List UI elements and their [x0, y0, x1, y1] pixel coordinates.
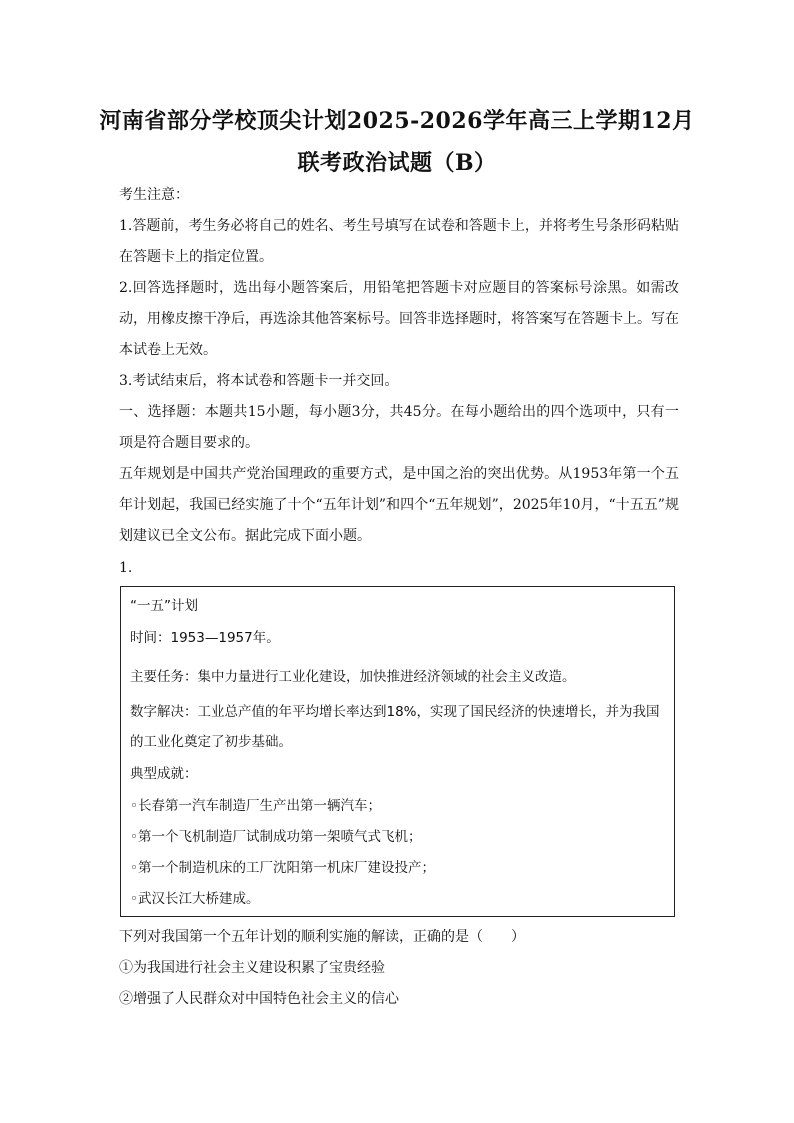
notice-item-1: 1.答题前，考生务必将自己的姓名、考生号填写在试卷和答题卡上，并将考生号条形码粘贴在答题卡上的指定位置。	[119, 218, 679, 265]
box-data: 数字解决：工业总产值的年平均增长率达到18%，实现了国民经济的快速增长，并为我国的工业化奠定了初步基础。	[130, 704, 660, 750]
box-time: 时间：1953—1957年。	[130, 630, 280, 646]
achievement-item: ◦长春第一汽车制造厂生产出第一辆汽车；	[130, 798, 381, 814]
notice-heading: 考生注意：	[119, 187, 189, 203]
exam-title-line-1: 河南省部分学校顶尖计划2025-2026学年高三上学期12月	[99, 108, 695, 134]
achievement-item: ◦第一个制造机床的工厂沈阳第一机床厂建设投产；	[130, 860, 435, 876]
material-box	[120, 586, 675, 917]
box-main-task: 主要任务：集中力量进行工业化建设，加快推进经济领域的社会主义改造。	[130, 669, 576, 685]
exam-title-line-2: 联考政治试题（B）	[297, 150, 497, 176]
section-heading: 一、选择题：本题共15小题，每小题3分，共45分。在每小题给出的四个选项中，只有一项是符合题目要求的。	[119, 404, 679, 451]
notice-item-2: 2.回答选择题时，选出每小题答案后，用铅笔把答题卡对应题目的答案标号涂黑。如需改动，用橡皮擦干净后，再选涂其他答案标号。回答非选择题时，将答案写在答题卡上。写在本试卷上无效。	[119, 280, 679, 358]
achievement-item: ◦武汉长江大桥建成。	[130, 891, 260, 907]
option-item: ①为我国进行社会主义建设积累了宝贵经验	[119, 960, 385, 976]
box-achievements-heading: 典型成就：	[130, 766, 198, 782]
notice-item-3: 3.考试结束后，将本试卷和答题卡一并交回。	[119, 373, 399, 389]
achievement-item: ◦第一个飞机制造厂试制成功第一架喷气式飞机；	[130, 829, 422, 845]
question-stem: 下列对我国第一个五年计划的顺利实施的解读，正确的是（ ）	[119, 929, 525, 945]
box-heading: “一五”计划	[130, 598, 198, 614]
reading-passage: 五年规划是中国共产党治国理政的重要方式，是中国之治的突出优势。从1953年第一个五年计划起，我国已经实施了十个“五年计划”和四个“五年规划”，2025年10月，“十五五”规划建议已全文公布。据此完成下面小题。	[119, 466, 679, 544]
question-number: 1.	[119, 560, 133, 576]
option-item: ②增强了人民群众对中国特色社会主义的信心	[119, 991, 399, 1007]
